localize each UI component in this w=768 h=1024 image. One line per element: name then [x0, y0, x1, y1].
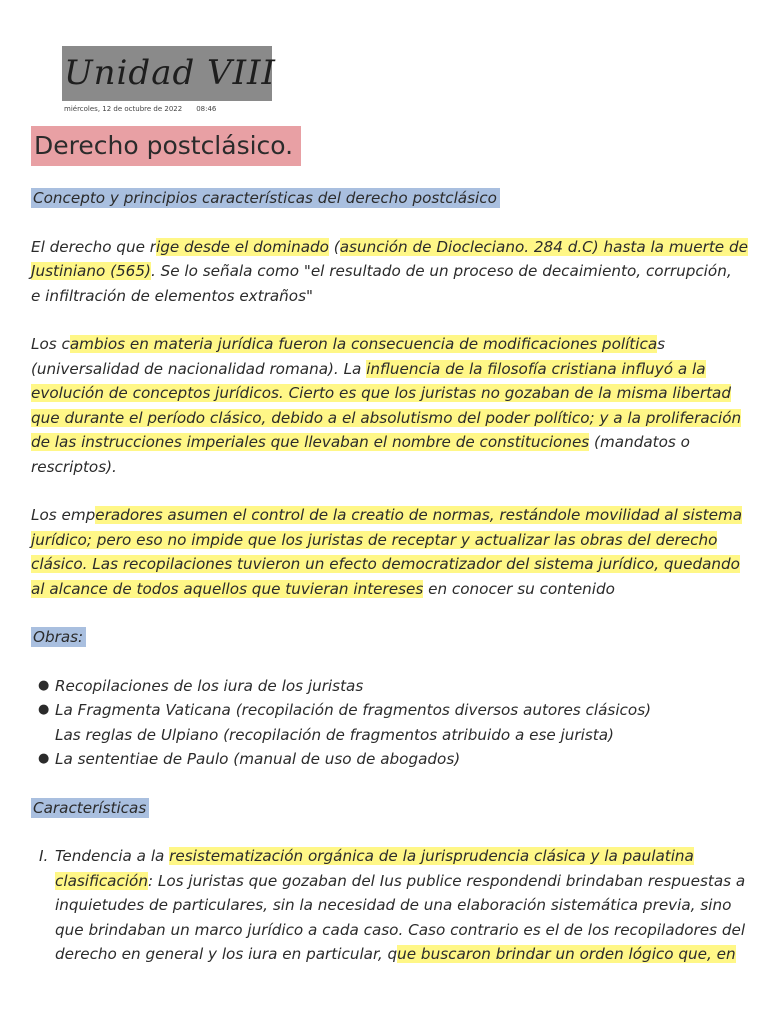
- section-heading-obras: Obras:: [31, 625, 761, 650]
- list-item: Las reglas de Ulpiano (recopilación de fragmentos atribuido a ese jurista): [55, 725, 614, 744]
- page-time: 08:46: [196, 105, 217, 113]
- list-item: ● La Fragmenta Vaticana (recopilación de fragmentos diversos autores clásicos): [31, 698, 761, 723]
- bullet-icon: ●: [38, 702, 50, 717]
- paragraph-line: derecho en general y los iura en particular, que buscaron brindar un orden lógico que, en: [55, 945, 736, 963]
- paragraph-line: Los emperadores asumen el control de la creatio de normas, restándole movilidad al sistema: [31, 506, 743, 524]
- paragraph-emperadores: [31, 503, 761, 601]
- bullet-icon: ●: [38, 751, 50, 766]
- paragraph-line: evolución de conceptos jurídicos. Cierto es que los juristas no gozaban de la misma libertad: [31, 384, 731, 402]
- paragraph-line: rescriptos).: [31, 457, 117, 476]
- paragraph-line: clasificación: Los juristas que gozaban del Ius publice respondendi brindaban respuestas a: [55, 871, 746, 890]
- bullet-icon: ●: [38, 677, 50, 693]
- paragraph-line: inquietudes de particulares, sin la necesidad de una elaboración sistemática previa, sino: [55, 896, 732, 914]
- paragraph-line: que brindaban un marco jurídico a cada caso. Caso contrario es el de los recopiladores del: [55, 920, 746, 939]
- section-heading-caracteristicas: Características: [31, 796, 761, 821]
- paragraph-line: de las instrucciones imperiales que llevaban el nombre de constituciones (mandatos o: [31, 433, 690, 451]
- numbered-item-1: [31, 844, 761, 967]
- doc-heading: Derecho postclásico.: [31, 126, 301, 166]
- paragraph-line: al alcance de todos aquellos que tuvieran intereses en conocer su contenido: [31, 579, 615, 598]
- paragraph-line: (universalidad de nacionalidad romana). La influencia de la filosofía cristiana influyó a la: [31, 359, 706, 378]
- paragraph-line: e infiltración de elementos extraños": [31, 286, 313, 305]
- list-item: ● La sententiae de Paulo (manual de uso de abogados): [31, 747, 761, 772]
- obras-list: [31, 674, 761, 772]
- page-meta: [64, 105, 216, 113]
- paragraph-line: clásico. Las recopilaciones tuvieron un efecto democratizador del sistema jurídico, quedando: [31, 555, 740, 573]
- paragraph-line: Justiniano (565). Se lo señala como "el resultado de un proceso de decaimiento, corrupción,: [31, 262, 732, 280]
- paragraph-line: que durante el período clásico, debido a el absolutismo del poder político; y a la proliferación: [31, 408, 742, 427]
- paragraph-line: jurídico; pero eso no impide que los juristas de receptar y actualizar las obras del derecho: [31, 530, 718, 549]
- page-date: miércoles, 12 de octubre de 2022: [64, 105, 183, 113]
- page-title: Unidad VIII: [62, 46, 272, 101]
- paragraph-line: Los cambios en materia jurídica fueron la consecuencia de modificaciones políticas: [31, 335, 666, 353]
- list-number: I.: [39, 847, 49, 865]
- note-content: [31, 186, 761, 967]
- paragraph-line: Tendencia a la resistematización orgánica de la jurisprudencia clásica y la paulatina: [55, 847, 694, 865]
- paragraph-cambios: [31, 332, 761, 479]
- paragraph-line: El derecho que rige desde el dominado (asunción de Diocleciano. 284 d.C) hasta la muerte de: [31, 237, 748, 256]
- paragraph-derecho: [31, 235, 761, 309]
- list-item: ● Recopilaciones de los iura de los juristas: [31, 674, 761, 699]
- section-heading-concepto: Concepto y principios características del derecho postclásico: [31, 186, 761, 211]
